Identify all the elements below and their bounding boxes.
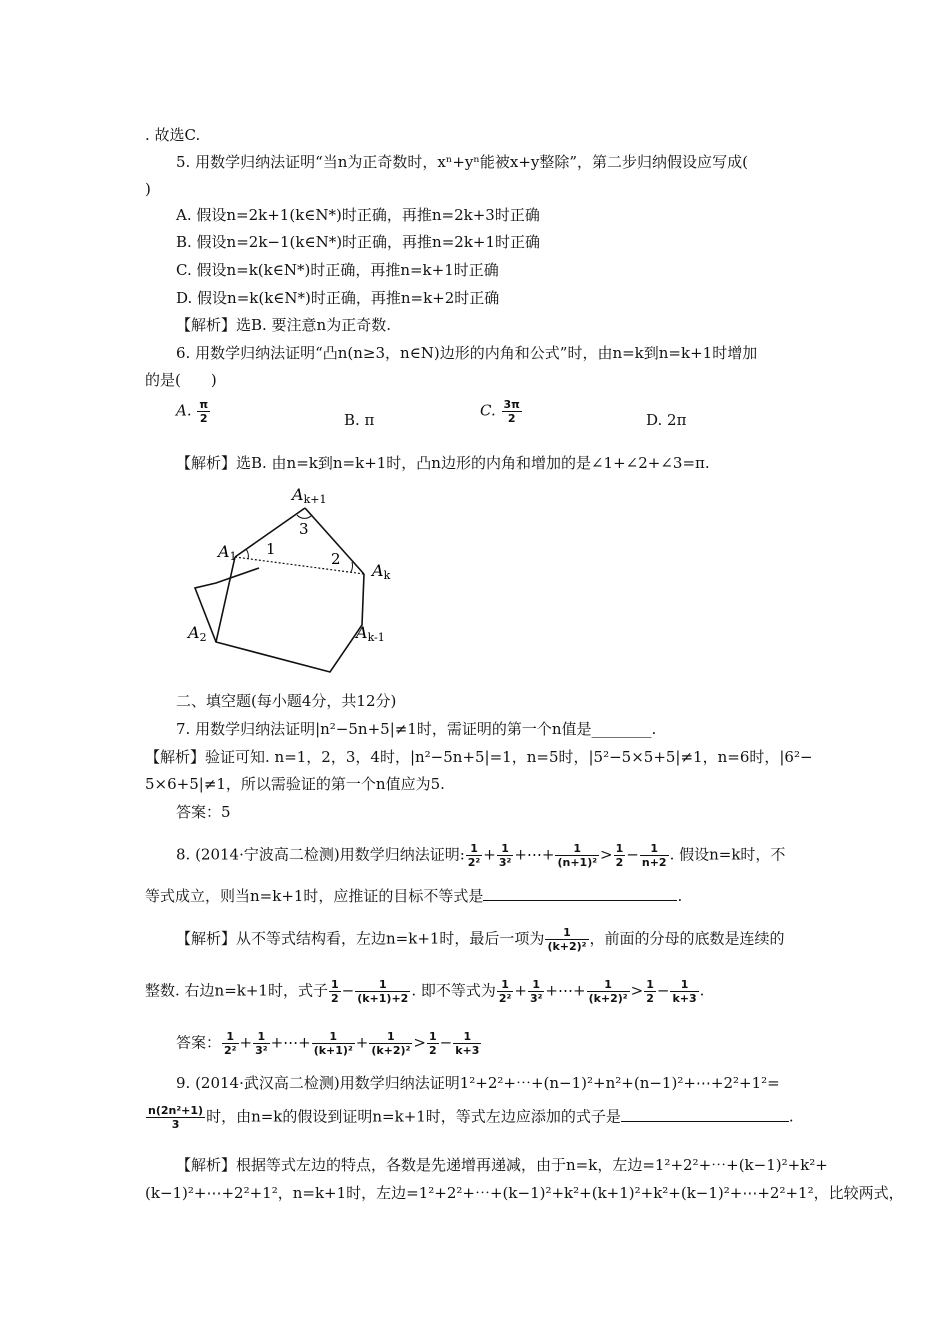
- diagonal-a1-ak: [235, 557, 364, 574]
- edge-a1-a2: [216, 557, 235, 642]
- q8-answer: 答案： $\frac{1}{\text{2²}}$ + $\frac{1}{\text{3²}}$ +⋯+ $\frac{1}{\text{(k+1)²}}$ + $\frac{1}{\text{(k+2)²}}$ > $\frac{1}{2}$ − $\frac{1}{k+3}$: [176, 1030, 480, 1057]
- vertex-label-akm1: Ak-1: [356, 623, 385, 644]
- q6-option-c: C. $\frac{3\pi}{2}$: [480, 398, 520, 425]
- q5-analysis: 【解析】选B. 要注意n为正奇数.: [176, 316, 391, 334]
- q5-stem-cont: ): [145, 180, 151, 198]
- q8-stem-cont: 等式成立，则当n=k+1时，应推证的目标不等式是 .: [145, 887, 683, 905]
- angle-arc-3: [297, 515, 312, 518]
- q7-analysis-cont: 5×6+5|≠1，所以需验证的第一个n值应为5.: [145, 775, 445, 793]
- q7-answer: 答案：5: [176, 803, 231, 821]
- q8-analysis: 【解析】从不等式结构看，左边n=k+1时，最后一项为 $\frac{1}{\text{(k+2)²}}$ ，前面的分母的底数是连续的: [176, 926, 785, 953]
- q6-option-b: B. π: [344, 411, 375, 429]
- q9-stem-cont: $\frac{\text{n(2n²+1)}}{3}$ 时，由n=k的假设到证明n=k+1时，等式左边应添加的式子是 .: [148, 1104, 794, 1131]
- vertex-label-ak: Ak: [372, 561, 391, 582]
- vertex-label-a2: A2: [188, 623, 207, 644]
- q5-option-b: B. 假设n=2k−1(k∈N*)时正确，再推n=2k+1时正确: [176, 233, 541, 251]
- angle-arc-1: [246, 549, 248, 559]
- q5-option-a: A. 假设n=2k+1(k∈N*)时正确，再推n=2k+3时正确: [176, 206, 540, 224]
- angle-arc-2: [351, 562, 352, 572]
- q6-option-a: A. $\frac{\pi}{2}$: [176, 398, 209, 425]
- q9-stem: 9. (2014·武汉高二检测)用数学归纳法证明1²+2²+⋯+(n−1)²+n²+(n−1)²+⋯+2²+1²=: [176, 1074, 780, 1092]
- q6-stem-cont: 的是( ): [145, 371, 217, 389]
- vertex-label-ak1: Ak+1: [292, 485, 327, 506]
- q9-analysis-cont: (k−1)²+⋯+2²+1²，n=k+1时，左边=1²+2²+⋯+(k−1)²+k²+(k+1)²+k²+(k−1)²+⋯+2²+1²，比较两式，: [145, 1184, 904, 1202]
- q7-stem: 7. 用数学归纳法证明|n²−5n+5|≠1时，需证明的第一个n值是________.: [176, 720, 657, 738]
- q6-option-d: D. 2π: [646, 411, 687, 429]
- polygon-figure: [180, 482, 410, 682]
- answer-blank: [483, 886, 677, 901]
- q6-analysis: 【解析】选B. 由n=k到n=k+1时，凸n边形的内角和增加的是∠1+∠2+∠3=π.: [176, 454, 710, 472]
- section-heading: 二、填空题(每小题4分，共12分): [176, 692, 397, 710]
- angle-label-1: 1: [266, 540, 276, 558]
- q5-option-d: D. 假设n=k(k∈N*)时正确，再推n=k+2时正确: [176, 289, 500, 307]
- angle-label-2: 2: [331, 550, 341, 568]
- q8-stem: 8. (2014·宁波高二检测)用数学归纳法证明: $\frac{1}{\text{2²}}$ + $\frac{1}{\text{3²}}$ +⋯+ $\frac{1}{\text{(n+1)²}}$ > $\frac{1}{2}$ − $\frac{1}{n+2}$ . 假设n=k时，不: [176, 842, 786, 869]
- q5-stem: 5. 用数学归纳法证明“当n为正奇数时，xⁿ+yⁿ能被x+y整除”，第二步归纳假设应写成(: [176, 153, 748, 171]
- q6-stem: 6. 用数学归纳法证明“凸n(n≥3，n∈N)边形的内角和公式”时，由n=k到n=k+1时增加: [176, 344, 758, 362]
- vertex-label-a1: A1: [218, 542, 237, 563]
- q9-analysis: 【解析】根据等式左边的特点，各数是先递增再递减，由于n=k，左边=1²+2²+⋯+(k−1)²+k²+: [176, 1156, 828, 1174]
- q7-analysis: 【解析】验证可知. n=1，2，3，4时，|n²−5n+5|=1，n=5时，|5²−5×5+5|≠1，n=6时，|6²−: [145, 748, 813, 766]
- angle-label-3: 3: [299, 520, 309, 538]
- q8-analysis-cont: 整数. 右边n=k+1时，式子 $\frac{1}{2}$ − $\frac{1}{(k+1)+2}$ . 即不等式为 $\frac{1}{\text{2²}}$ + $\frac{1}{\text{3²}}$ +⋯+ $\frac{1}{\text{(k+2)²}}$ > $\frac{1}{2}$ − $\frac{1}{k+3}$ .: [145, 978, 705, 1005]
- answer-blank: [621, 1107, 789, 1122]
- text-line: . 故选C.: [145, 126, 201, 144]
- q5-option-c: C. 假设n=k(k∈N*)时正确，再推n=k+1时正确: [176, 261, 499, 279]
